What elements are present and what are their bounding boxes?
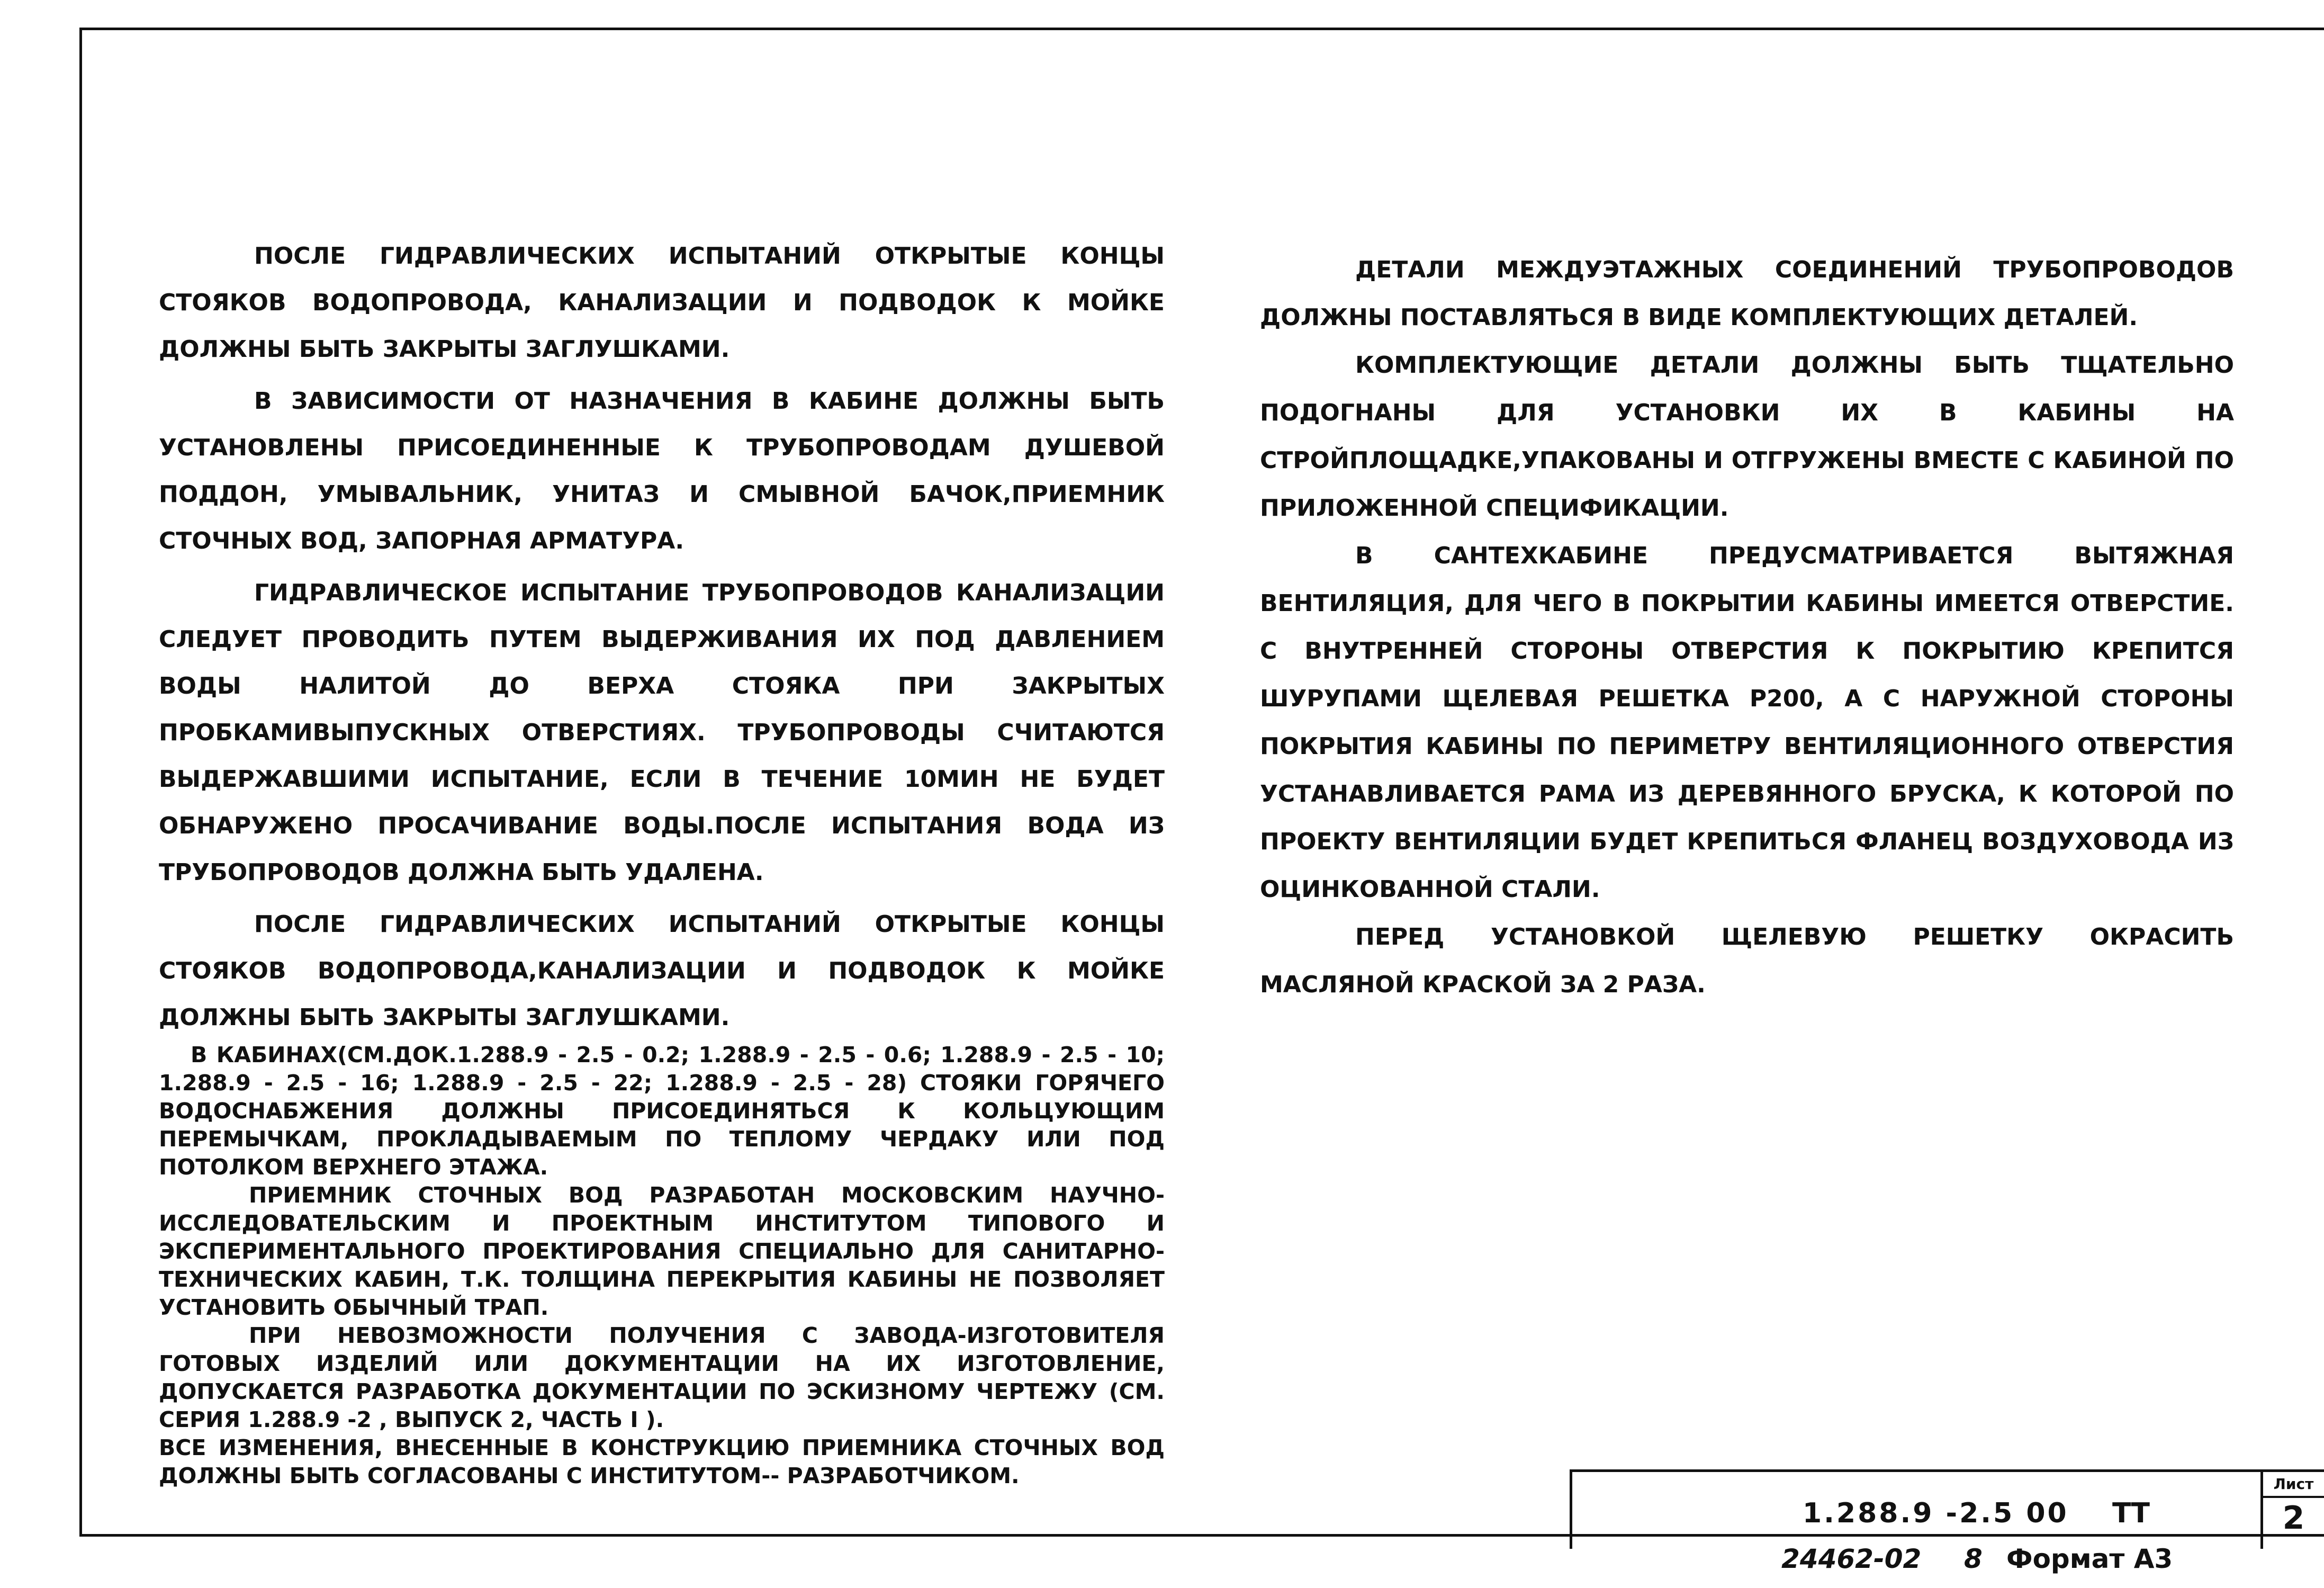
paragraph-painting: ПЕРЕД УСТАНОВКОЙ ЩЕЛЕВУЮ РЕШЕТКУ ОКРАСИТЬ МАСЛЯНОЙ КРАСКОЙ ЗА 2 РАЗА. xyxy=(1260,923,2234,998)
paragraph-changes: ВСЕ ИЗМЕНЕНИЯ, ВНЕСЕННЫЕ В КОНСТРУКЦИЮ ПРИЕМНИКА СТОЧНЫХ ВОД ДОЛЖНЫ БЫТЬ СОГЛАСОВАНЫ С ИНСТИТУТОМ-- РАЗРАБОТЧИКОМ. xyxy=(159,1435,1165,1488)
sheet-label: Лист xyxy=(2263,1472,2324,1498)
paragraph-hydraulic-test: ГИДРАВЛИЧЕСКОЕ ИСПЫТАНИЕ ТРУБОПРОВОДОВ КАНАЛИЗАЦИИ СЛЕДУЕТ ПРОВОДИТЬ ПУТЕМ ВЫДЕРЖИВАНИЯ ИХ ПОД ДАВЛЕНИЕМ ВОДЫ НАЛИТОЙ ДО ВЕРХА СТОЯКА ПРИ ЗАКРЫТЫХ ПРОБКАМИВЫПУСКНЫХ ОТВЕРСТИЯХ. ТРУБОПРОВОДЫ СЧИТАЮТСЯ ВЫДЕРЖАВШИМИ ИСПЫТАНИЕ, ЕСЛИ В ТЕЧЕНИЕ 10МИН НЕ БУДЕТ ОБНАРУЖЕНО ПРОСАЧИВАНИЕ ВОДЫ.ПОСЛЕ ИСПЫТАНИЯ ВОДА ИЗ ТРУБОПРОВОДОВ ДОЛЖНА БЫТЬ УДАЛЕНА. xyxy=(159,579,1165,886)
right-text-column xyxy=(1260,246,2234,1009)
document-code: 1.288.9 -2.5 00 xyxy=(1803,1497,2069,1529)
paragraph-installed-fixtures: В ЗАВИСИМОСТИ ОТ НАЗНАЧЕНИЯ В КАБИНЕ ДОЛЖНЫ БЫТЬ УСТАНОВЛЕНЫ ПРИСОЕДИНЕННЫЕ К ТРУБОПРОВОДАМ ДУШЕВОЙ ПОДДОН, УМЫВАЛЬНИК, УНИТАЗ И СМЫВНОЙ БАЧОК,ПРИЕМНИК СТОЧНЫХ ВОД, ЗАПОРНАЯ АРМАТУРА. xyxy=(159,388,1165,554)
paragraph-component-parts: КОМПЛЕКТУЮЩИЕ ДЕТАЛИ ДОЛЖНЫ БЫТЬ ТЩАТЕЛЬНО ПОДОГНАНЫ ДЛЯ УСТАНОВКИ ИХ В КАБИНЫ НА СТРОЙПЛОЩАДКЕ,УПАКОВАНЫ И ОТГРУЖЕНЫ ВМЕСТЕ С КАБИНОЙ ПО ПРИЛОЖЕННОЙ СПЕЦИФИКАЦИИ. xyxy=(1260,352,2234,522)
sheet-format: Формат А3 xyxy=(2006,1544,2173,1574)
copy-number: 8 xyxy=(1964,1544,1983,1574)
document-type: ТТ xyxy=(2112,1497,2150,1529)
inventory-number: 24462-02 xyxy=(1781,1544,1922,1574)
paragraph-drain-receiver: ПРИЕМНИК СТОЧНЫХ ВОД РАЗРАБОТАН МОСКОВСКИМ НАУЧНО-ИССЛЕДОВАТЕЛЬСКИМ И ПРОЕКТНЫМ ИНСТИТУТОМ ТИПОВОГО И ЭКСПЕРИМЕНТАЛЬНОГО ПРОЕКТИРОВАНИЯ СПЕЦИАЛЬНО ДЛЯ САНИТАРНО-ТЕХНИЧЕСКИХ КАБИН, Т.К. ТОЛЩИНА ПЕРЕКРЫТИЯ КАБИНЫ НЕ ПОЗВОЛЯЕТ УСТАНОВИТЬ ОБЫЧНЫЙ ТРАП. xyxy=(159,1182,1165,1320)
left-text-column xyxy=(159,233,1165,1490)
sheet-number-box xyxy=(2260,1472,2324,1549)
paragraph-interfloor-parts: ДЕТАЛИ МЕЖДУЭТАЖНЫХ СОЕДИНЕНИЙ ТРУБОПРОВОДОВ ДОЛЖНЫ ПОСТАВЛЯТЬСЯ В ВИДЕ КОМПЛЕКТУЮЩИХ ДЕТАЛЕЙ. xyxy=(1260,256,2234,331)
paragraph-documentation: ПРИ НЕВОЗМОЖНОСТИ ПОЛУЧЕНИЯ С ЗАВОДА-ИЗГОТОВИТЕЛЯ ГОТОВЫХ ИЗДЕЛИЙ ИЛИ ДОКУМЕНТАЦИИ НА ИХ ИЗГОТОВЛЕНИЕ, ДОПУСКАЕТСЯ РАЗРАБОТКА ДОКУМЕНТАЦИИ ПО ЭСКИЗНОМУ ЧЕРТЕЖУ (СМ. СЕРИЯ 1.288.9 -2 , ВЫПУСК 2, ЧАСТЬ I ). xyxy=(159,1323,1165,1432)
paragraph-plugs-1: ПОСЛЕ ГИДРАВЛИЧЕСКИХ ИСПЫТАНИЙ ОТКРЫТЫЕ КОНЦЫ СТОЯКОВ ВОДОПРОВОДА, КАНАЛИЗАЦИИ И ПОДВОДОК К МОЙКЕ ДОЛЖНЫ БЫТЬ ЗАКРЫТЫ ЗАГЛУШКАМИ. xyxy=(159,243,1165,363)
paragraph-ventilation: В САНТЕХКАБИНЕ ПРЕДУСМАТРИВАЕТСЯ ВЫТЯЖНАЯ ВЕНТИЛЯЦИЯ, ДЛЯ ЧЕГО В ПОКРЫТИИ КАБИНЫ ИМЕЕТСЯ ОТВЕРСТИЕ. С ВНУТРЕННЕЙ СТОРОНЫ ОТВЕРСТИЯ К ПОКРЫТИЮ КРЕПИТСЯ ШУРУПАМИ ЩЕЛЕВАЯ РЕШЕТКА Р200, А С НАРУЖНОЙ СТОРОНЫ ПОКРЫТИЯ КАБИНЫ ПО ПЕРИМЕТРУ ВЕНТИЛЯЦИОННОГО ОТВЕРСТИЯ УСТАНАВЛИВАЕТСЯ РАМА ИЗ ДЕРЕВЯННОГО БРУСКА, К КОТОРОЙ ПО ПРОЕКТУ ВЕНТИЛЯЦИИ БУДЕТ КРЕПИТЬСЯ ФЛАНЕЦ ВОЗДУХОВОДА ИЗ ОЦИНКОВАННОЙ СТАЛИ. xyxy=(1260,542,2234,903)
title-block xyxy=(1570,1469,2324,1549)
sheet-number: 2 xyxy=(2282,1500,2305,1537)
paragraph-hot-water-risers: В КАБИНАХ(СМ.ДОК.1.288.9 - 2.5 - 0.2; 1.288.9 - 2.5 - 0.6; 1.288.9 - 2.5 - 10; 1.288.9 - 2.5 - 16; 1.288.9 - 2.5 - 22; 1.288.9 - 2.5 - 28) СТОЯКИ ГОРЯЧЕГО ВОДОСНАБЖЕНИЯ ДОЛЖНЫ ПРИСОЕДИНЯТЬСЯ К КОЛЬЦУЮЩИМ ПЕРЕМЫЧКАМ, ПРОКЛАДЫВАЕМЫМ ПО ТЕПЛОМУ ЧЕРДАКУ ИЛИ ПОД ПОТОЛКОМ ВЕРХНЕГО ЭТАЖА. xyxy=(159,1042,1165,1180)
paragraph-plugs-2: ПОСЛЕ ГИДРАВЛИЧЕСКИХ ИСПЫТАНИЙ ОТКРЫТЫЕ КОНЦЫ СТОЯКОВ ВОДОПРОВОДА,КАНАЛИЗАЦИИ И ПОДВОДОК К МОЙКЕ ДОЛЖНЫ БЫТЬ ЗАКРЫТЫ ЗАГЛУШКАМИ. xyxy=(159,911,1165,1031)
